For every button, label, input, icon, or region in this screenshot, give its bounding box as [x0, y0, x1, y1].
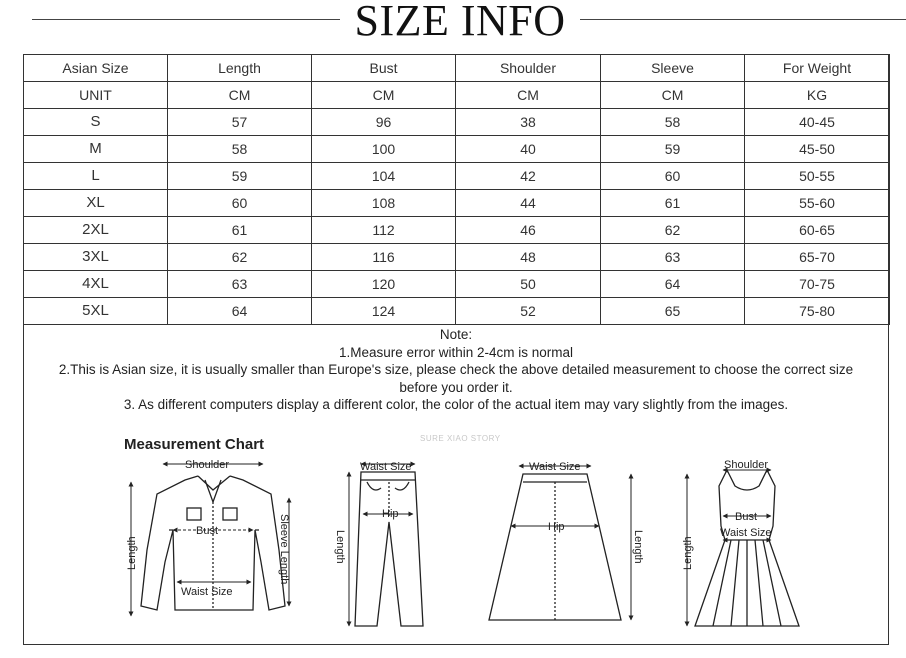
- table-cell: S: [24, 109, 168, 136]
- pants-hip-label: Hip: [382, 508, 399, 520]
- table-cell: 75-80: [745, 298, 890, 325]
- dress-length-label: Length: [682, 536, 694, 570]
- skirt-measure-lines: [511, 466, 631, 620]
- table-cell: 59: [601, 136, 745, 163]
- dress-bust-label: Bust: [735, 511, 758, 523]
- shirt-waist-label: Waist Size: [181, 586, 233, 598]
- table-cell: UNIT: [24, 82, 168, 109]
- table-cell: 45-50: [745, 136, 890, 163]
- table-cell: CM: [456, 82, 601, 109]
- table-cell: 2XL: [24, 217, 168, 244]
- table-cell: 104: [312, 163, 456, 190]
- table-cell: L: [24, 163, 168, 190]
- table-cell: 60-65: [745, 217, 890, 244]
- pants-waist-label: Waist Size: [360, 461, 412, 473]
- note-line-2: 2.This is Asian size, it is usually smaller than Europe's size, please check the above detailed measurement to choose the correct size: [58, 362, 854, 377]
- skirt-length-label: Length: [632, 530, 644, 564]
- notes-block: [23, 326, 889, 414]
- skirt-hip-label: Hip: [548, 521, 565, 533]
- table-cell: 44: [456, 190, 601, 217]
- table-cell: Bust: [312, 55, 456, 82]
- shirt-sleeve-label: Sleeve Length: [278, 514, 290, 585]
- table-cell: 50-55: [745, 163, 890, 190]
- table-row: [24, 190, 890, 217]
- shirt-shoulder-label: Shoulder: [185, 459, 230, 471]
- table-cell: 61: [168, 217, 312, 244]
- note-line-2-cont: before you order it.: [399, 379, 513, 395]
- table-cell: 55-60: [745, 190, 890, 217]
- table-cell: XL: [24, 190, 168, 217]
- title-rule-right: [580, 19, 906, 20]
- page-title: SIZE INFO: [354, 0, 566, 45]
- table-row: [24, 109, 890, 136]
- table-cell: 124: [312, 298, 456, 325]
- note-line-3: 3. As different computers display a different color, the color of the actual item may vary slightly from the images.: [123, 397, 789, 412]
- table-row: [24, 271, 890, 298]
- table-row: [24, 163, 890, 190]
- table-cell: 48: [456, 244, 601, 271]
- size-table: [23, 54, 890, 325]
- table-cell: 61: [601, 190, 745, 217]
- table-cell: 38: [456, 109, 601, 136]
- table-cell: 59: [168, 163, 312, 190]
- table-row: [24, 217, 890, 244]
- dress-waist-label: Waist Size: [720, 527, 772, 539]
- pants-icon: [355, 472, 423, 626]
- table-cell: 50: [456, 271, 601, 298]
- table-cell: 100: [312, 136, 456, 163]
- table-cell: 108: [312, 190, 456, 217]
- table-row: [24, 298, 890, 325]
- table-cell: CM: [312, 82, 456, 109]
- table-cell: 116: [312, 244, 456, 271]
- table-cell: 64: [168, 298, 312, 325]
- table-cell: 52: [456, 298, 601, 325]
- measurement-chart-title: Measurement Chart: [124, 436, 265, 453]
- skirt-waist-label: Waist Size: [529, 461, 581, 473]
- table-cell: 42: [456, 163, 601, 190]
- table-cell: 60: [168, 190, 312, 217]
- table-cell: 60: [601, 163, 745, 190]
- table-cell: 57: [168, 109, 312, 136]
- table-cell: Sleeve: [601, 55, 745, 82]
- table-header-row: [24, 55, 890, 82]
- table-cell: Asian Size: [24, 55, 168, 82]
- table-cell: For Weight: [745, 55, 890, 82]
- note-line-1: 1.Measure error within 2-4cm is normal: [338, 344, 574, 360]
- title-banner: [0, 0, 906, 46]
- table-cell: KG: [745, 82, 890, 109]
- table-cell: CM: [601, 82, 745, 109]
- table-cell: 4XL: [24, 271, 168, 298]
- measurement-illustrations: [23, 430, 889, 642]
- table-cell: 65: [601, 298, 745, 325]
- table-cell: 120: [312, 271, 456, 298]
- table-cell: 63: [168, 271, 312, 298]
- table-cell: Length: [168, 55, 312, 82]
- table-row: [24, 136, 890, 163]
- table-cell: 63: [601, 244, 745, 271]
- table-cell: 70-75: [745, 271, 890, 298]
- table-cell: 96: [312, 109, 456, 136]
- table-cell: 5XL: [24, 298, 168, 325]
- table-cell: 62: [168, 244, 312, 271]
- table-cell: 64: [601, 271, 745, 298]
- dress-shoulder-label: Shoulder: [724, 459, 769, 471]
- table-cell: 46: [456, 217, 601, 244]
- table-cell: 58: [168, 136, 312, 163]
- table-cell: 65-70: [745, 244, 890, 271]
- table-cell: M: [24, 136, 168, 163]
- notes-heading: Note:: [439, 327, 473, 342]
- table-row: [24, 244, 890, 271]
- table-cell: 58: [601, 109, 745, 136]
- size-table-body: [24, 55, 890, 325]
- table-units-row: [24, 82, 890, 109]
- table-cell: 112: [312, 217, 456, 244]
- table-cell: 40-45: [745, 109, 890, 136]
- table-cell: 40: [456, 136, 601, 163]
- table-cell: Shoulder: [456, 55, 601, 82]
- title-rule-left: [32, 19, 340, 20]
- shirt-length-label: Length: [126, 536, 138, 570]
- table-cell: 62: [601, 217, 745, 244]
- table-cell: 3XL: [24, 244, 168, 271]
- pants-length-label: Length: [334, 530, 346, 564]
- dress-icon: [695, 470, 799, 626]
- table-cell: CM: [168, 82, 312, 109]
- shirt-bust-label: Bust: [196, 525, 219, 537]
- watermark: SURE XIAO STORY: [420, 434, 501, 443]
- skirt-icon: [489, 474, 621, 620]
